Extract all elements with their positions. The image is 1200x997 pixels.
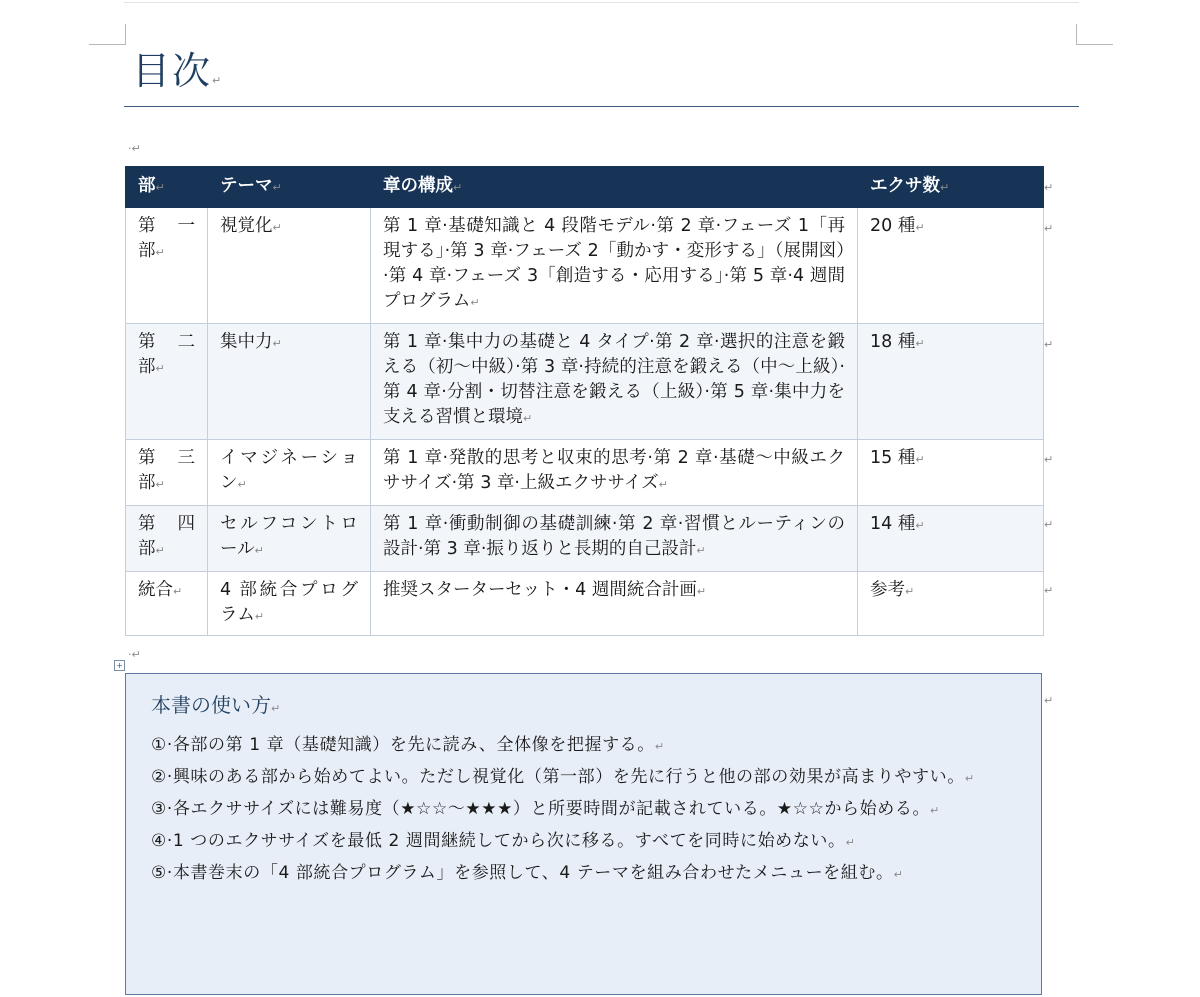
usage-item: ②·興味のある部から始めてよい。ただし視覚化（第一部）を先に行うと他の部の効果が高まりやすい。↵	[151, 767, 975, 787]
cell-chapters[interactable]: 第 1 章·集中力の基礎と 4 タイプ·第 2 章·選択的注意を鍛える（初〜中級）·第 3 章·持続的注意を鍛える（中〜上級）·第 4 章·分割・切替注意を鍛える（上級）·第 5 章·集中力を支える習慣と環境↵	[371, 324, 858, 440]
header-part: 部↵	[126, 167, 208, 208]
header-chapters: 章の構成↵	[371, 167, 858, 208]
table-move-handle-icon[interactable]: +	[114, 660, 125, 671]
margin-corner-left	[89, 24, 126, 45]
usage-item: ③·各エクササイズには難易度（★☆☆〜★★★）と所要時間が記載されている。★☆☆から始める。↵	[151, 799, 940, 819]
cell-part[interactable]: 第 二部↵	[126, 324, 208, 440]
cell-chapters[interactable]: 第 1 章·衝動制御の基礎訓練·第 2 章·習慣とルーティンの設計·第 3 章·振り返りと長期的自己設計↵	[371, 506, 858, 572]
cell-count[interactable]: 14 種↵	[858, 506, 1044, 572]
table-row[interactable]	[126, 572, 1044, 636]
usage-item: ④·1 つのエクササイズを最低 2 週間継続してから次に移る。すべてを同時に始めない。↵	[151, 831, 855, 851]
row-end-mark: ↵	[1044, 338, 1054, 351]
cell-theme[interactable]: 視覚化↵	[208, 208, 371, 324]
box-end-mark: ↵	[1044, 694, 1054, 707]
table-header-row	[126, 167, 1044, 208]
cell-chapters[interactable]: 第 1 章·発散的思考と収束的思考·第 2 章·基礎〜中級エクササイズ·第 3 章·上級エクササイズ↵	[371, 440, 858, 506]
title-underline	[124, 106, 1079, 107]
cell-part[interactable]: 統合↵	[126, 572, 208, 636]
cell-count[interactable]: 15 種↵	[858, 440, 1044, 506]
cell-count[interactable]: 参考↵	[858, 572, 1044, 636]
cell-chapters[interactable]: 推奨スターターセット・4 週間統合計画↵	[371, 572, 858, 636]
margin-corner-right	[1076, 24, 1113, 45]
table-row[interactable]	[126, 506, 1044, 572]
row-end-mark: ↵	[1044, 181, 1054, 194]
table-row[interactable]	[126, 208, 1044, 324]
cell-part[interactable]: 第 三部↵	[126, 440, 208, 506]
header-theme: テーマ↵	[208, 167, 371, 208]
row-end-mark: ↵	[1044, 222, 1054, 235]
cell-count[interactable]: 20 種↵	[858, 208, 1044, 324]
page-title[interactable]: 目次↵	[132, 49, 222, 93]
toc-table[interactable]	[125, 166, 1044, 636]
paragraph-mark: ·↵	[128, 142, 141, 155]
usage-title: 本書の使い方↵	[151, 693, 281, 717]
usage-box[interactable]	[125, 673, 1042, 995]
row-end-mark: ↵	[1044, 518, 1054, 531]
row-end-mark: ↵	[1044, 584, 1054, 597]
cell-theme[interactable]: セルフコントロール↵	[208, 506, 371, 572]
header-count: エクサ数↵	[858, 167, 1044, 208]
page-top-edge	[124, 2, 1079, 3]
cell-theme[interactable]: 4 部統合プログラム↵	[208, 572, 371, 636]
cell-chapters[interactable]: 第 1 章·基礎知識と 4 段階モデル·第 2 章·フェーズ 1「再現する」·第 3 章·フェーズ 2「動かす・変形する」（展開図）·第 4 章·フェーズ 3「創造する・応用する」·第 5 章·4 週間プログラム↵	[371, 208, 858, 324]
table-row[interactable]	[126, 324, 1044, 440]
row-end-mark: ↵	[1044, 453, 1054, 466]
usage-item: ①·各部の第 1 章（基礎知識）を先に読み、全体像を把握する。↵	[151, 735, 665, 755]
table-row[interactable]	[126, 440, 1044, 506]
cell-theme[interactable]: 集中力↵	[208, 324, 371, 440]
cell-count[interactable]: 18 種↵	[858, 324, 1044, 440]
usage-item: ⑤·本書巻末の「4 部統合プログラム」を参照して、4 テーマを組み合わせたメニューを組む。↵	[151, 863, 903, 883]
cell-part[interactable]: 第 一部↵	[126, 208, 208, 324]
cell-part[interactable]: 第 四部↵	[126, 506, 208, 572]
paragraph-mark: ·↵	[128, 648, 141, 661]
cell-theme[interactable]: イマジネーション↵	[208, 440, 371, 506]
